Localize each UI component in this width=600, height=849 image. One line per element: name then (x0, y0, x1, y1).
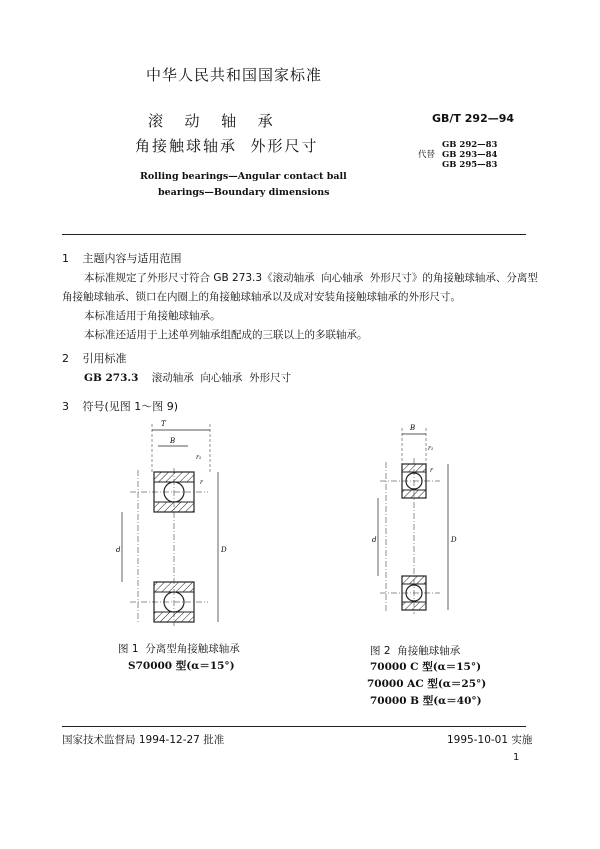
section-3-number: 3 (62, 400, 69, 413)
replaces-list (418, 140, 498, 170)
fig2-label-r: r (430, 467, 433, 474)
figure-1-drawing (108, 412, 238, 632)
reference-entry (84, 369, 291, 388)
org-title: 中华人民共和国国家标准 (146, 66, 323, 84)
effective-date: 1995-10-01 实施 (447, 734, 533, 746)
approval-info: 国家技术监督局 1994-12-27 批准 (62, 734, 225, 746)
fig2-label-r1: r₁ (428, 445, 434, 452)
section-3-title: 符号(见图 1～图 9) (82, 400, 179, 413)
figure-2-type-ac: 70000 AC 型(α＝25°) (367, 678, 487, 690)
figure-2-drawing (370, 418, 470, 618)
figure-2-type-b: 70000 B 型(α＝40°) (370, 695, 482, 707)
figure-1-type: S70000 型(α＝15°) (128, 660, 235, 672)
footer-rule (62, 726, 526, 727)
page-number: 1 (513, 752, 520, 763)
fig1-label-r: r (200, 479, 203, 486)
document-title-line2: 角接触球轴承 外形尺寸 (135, 137, 319, 155)
fig2-label-d: d (372, 536, 377, 544)
fig1-label-D: D (221, 546, 227, 554)
section-1-heading (62, 250, 182, 266)
section-2-title: 引用标准 (82, 352, 127, 365)
section-2-number: 2 (62, 352, 69, 365)
reference-code: GB 273.3 (84, 372, 139, 384)
section-2-heading (62, 350, 127, 366)
fig1-label-r1: r₁ (196, 454, 202, 461)
fig2-label-B: B (410, 424, 416, 432)
reference-title: 滚动轴承 向心轴承 外形尺寸 (151, 372, 292, 384)
fig2-label-D: D (451, 536, 457, 544)
replaces-std-2 (418, 150, 498, 160)
fig1-label-d: d (116, 546, 121, 554)
paragraph-2: 本标准适用于角接触球轴承。 (84, 310, 221, 322)
english-title-line1: Rolling bearings—Angular contact ball (140, 171, 347, 182)
paragraph-1a: 本标准规定了外形尺寸符合 GB 273.3《滚动轴承 向心轴承 外形尺寸》的角接触球轴承、分离型 (84, 272, 538, 284)
figure-1-caption: 图 1 分离型角接触球轴承 (118, 643, 240, 655)
section-1-number: 1 (62, 252, 69, 265)
header-rule (62, 234, 526, 235)
english-title-line2: bearings—Boundary dimensions (158, 187, 330, 198)
fig1-label-T: T (161, 420, 166, 428)
paragraph-3: 本标准还适用于上述单列轴承组配成的三联以上的多联轴承。 (84, 329, 368, 341)
replaces-std-3: GB 295—83 (442, 160, 498, 170)
section-1-title: 主题内容与适用范围 (82, 252, 182, 265)
replaces-label: 代替 (418, 150, 436, 160)
section-1-body (62, 269, 538, 345)
standard-number: GB/T 292—94 (432, 112, 515, 125)
document-title-line1: 滚 动 轴 承 (148, 112, 277, 130)
paragraph-1b: 角接触球轴承、锁口在内圈上的角接触球轴承以及成对安装角接触球轴承的外形尺寸。 (62, 291, 461, 303)
figure-2-type-c: 70000 C 型(α＝15°) (370, 661, 482, 673)
replaces-std-2-text: GB 293—84 (442, 150, 498, 160)
replaces-std-1: GB 292—83 (442, 140, 498, 150)
figure-2-caption: 图 2 角接触球轴承 (370, 645, 461, 657)
fig1-label-B: B (170, 437, 176, 445)
